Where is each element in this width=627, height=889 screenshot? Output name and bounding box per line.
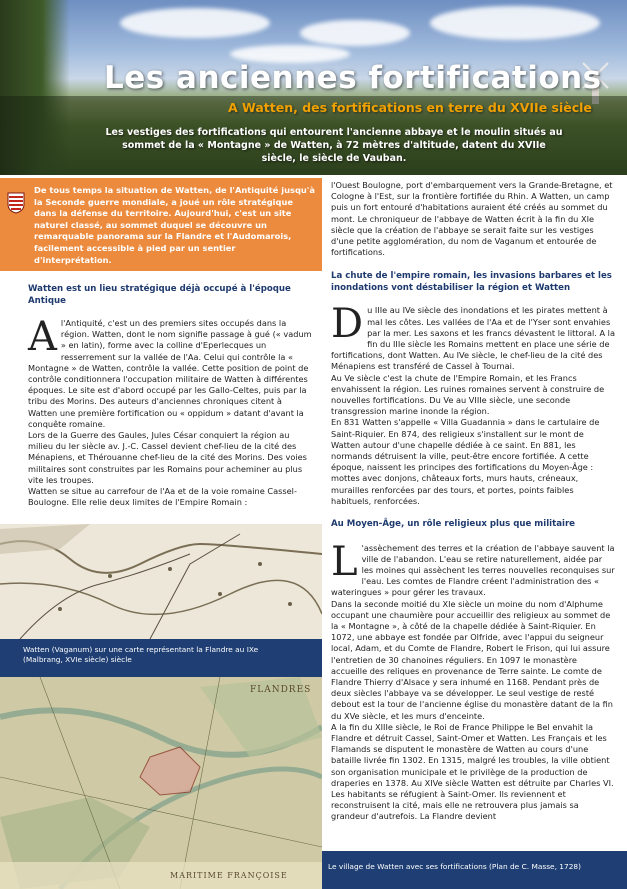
paragraph: Watten se situe au carrefour de l'Aa et de la voie romaine Cassel-Boulogne. Elle relie deux limites de l'Empire Romain : <box>28 486 297 508</box>
paragraph-text: u IIIe au IVe siècle des inondations et les pirates mettent à mal les côtes. Les vallées de l'Aa et de l'Yser sont envahies par la mer. Les saxons et les francs dévastent le littoral. A la fin du IIIe siècle les Romains mettent en place une série de fortifications, dont Watten. Au IVe siècle, le chef-lieu de la cité des Ménapiens est transféré de Cassel à Tournai. <box>331 305 615 372</box>
page-title: Les anciennes fortifications <box>104 60 602 96</box>
paragraph: l'Ouest Boulogne, port d'embarquement vers la Grande-Bretagne, et Cologne à l'Est, sur la frontière fortifiée du Rhin. A Watten, un camp puis un fort entouré d'habitations auraient été créés au sommet du mont. Le chroniqueur de l'abbaye de Watten écrit à la fin du XIe siècle que la création de l'abbaye se serait faite sur les vestiges d'une petite agglomération, du nom de Vaganum et entourée de fortifications. <box>331 180 613 258</box>
plan-caption: Le village de Watten avec ses fortifications (Plan de C. Masse, 1728) <box>328 862 581 871</box>
paragraph-text: l'Antiquité, c'est un des premiers sites occupés dans la région. Watten, dont le nom signifie passage à gué (« vadum » en latin), forme avec la colline d'Eperlecques un resserrement sur la vallée de l'Aa. Celui qui contrôle la « Montagne » de Watten, contrôle la vallée. Cette position de point de contrôle conditionnera l'occupation militaire de Watten à différentes époques. Le site est d'abord occupé par les Gallo-Celtes, puis par la tribu des Morins. Des auteurs d'anciennes chroniques citent à Watten une première fortification ou « oppidum » datant d'avant la conquête romaine. <box>28 318 312 429</box>
historic-map-flandre <box>0 524 322 639</box>
paragraph <box>28 314 312 430</box>
map-label-flandres: FLANDRES <box>250 685 312 695</box>
historic-plan-watten <box>0 677 322 889</box>
intro-box <box>0 178 322 271</box>
cloud <box>430 6 600 40</box>
paragraph: En 831 Watten s'appelle « Villa Guadannia » dans le cartulaire de Saint-Riquier. En 874, des religieux s'installent sur le mont de Watten autour d'une chapelle dédiée à ce saint. En 881, les normands détruisent la ville, peut-être encore fortifiée. A cette époque, naissent les principes des fortifications du Moyen-Âge : mottes avec donjons, châteaux forts, murs hauts, créneaux, murailles renforcées par des tours, et portes, points faibles habituels, renforcées. <box>331 417 600 506</box>
paragraph: Dans la seconde moitié du XIe siècle un moine du nom d'Alphume occupant une chaumière pour accueillir des religieux au sommet de la « Montagne », à côté de la chapelle dédiée à Saint-Riquier. En 1072, une abbaye est fondée par Olfride, avec l'appui du seigneur local, Adam, et du Comte de Flandre, Robert le Frison, qui lui assure l'entretien de 30 chanoines réguliers. En 1097 le monastère accueille des reliques en provenance de Terre sainte. Le comte de Flandre Thierry d'Alsace y sera inhumé en 1168. Pendant près de deux siècles l'abbaye va se développer. Le seul vestige de resté debout est la tour de l'ancienne église du monastère datant de la fin du XVe siècle, et les murs d'enceinte. <box>331 598 613 721</box>
section-heading-antiquity: Watten est un lieu stratégique déjà occupé à l'époque Antique <box>28 284 291 306</box>
page-subtitle: A Watten, des fortifications en terre du XVIIe siècle <box>228 100 592 115</box>
paragraph: A la fin du XIIIe siècle, le Roi de France Philippe le Bel envahit la Flandre et détruit Cassel, Saint-Omer et Watten. Les Français et les Flamands se disputent le monastère de Watten au cours d'une bataille livrée fin 1302. En 1315, malgré les troubles, la ville obtient son organisation municipale et le privilège de la production de draperies en 1378. Au XIVe siècle Watten est détruite par Charles VI. Les habitants se réfugient à Saint-Omer. Ils reviennent et reconstruisent la cité, mais elle ne retrouvera plus jamais sa grandeur d'autrefois. La Flandre devient <box>331 721 614 822</box>
paragraph <box>331 538 615 599</box>
plan-drawing <box>0 677 322 889</box>
dropcap: D <box>331 301 364 348</box>
cloud <box>300 20 410 46</box>
paragraph-text: 'assèchement des terres et la création de l'abbaye sauvent la ville de l'abandon. L'eau se retire naturellement, aidée par les moines qui assèchent les terres nouvelles reconquises sur l'eau. Les comtes de Flandre créent l'administration des « wateringues » pour gérer les travaux. <box>331 542 615 598</box>
dropcap: A <box>28 314 57 360</box>
intro-text: De tous temps la situation de Watten, de l'Antiquité jusqu'à la Seconde guerre mondiale, a joué un rôle stratégique dans la défense du territoire. Aujourd'hui, c'est un site naturel classé, au sommet duquel se découvre un remarquable panorama sur la Flandre et l'Audomarois, facilement accessible à pied par un sentier d'interprétation. <box>34 185 315 265</box>
section-heading-middle-ages: Au Moyen-Âge, un rôle religieux plus que militaire <box>331 519 576 530</box>
right-column <box>331 180 615 823</box>
coat-of-arms-icon <box>7 192 25 214</box>
paragraph: Au Ve siècle c'est la chute de l'Empire Romain, et les Francs envahissent la région. Les ruines romaines servent à construire de nouvelles fortifications. Du Ve au VIIIe siècle, une seconde transgression marine inonde la région. <box>331 372 605 417</box>
section-heading-roman-fall: La chute de l'empire romain, les invasions barbares et les inondations vont déstabiliser la région et Watten <box>331 271 612 293</box>
map-drawing <box>0 524 322 639</box>
left-column <box>28 314 312 508</box>
map-caption: Watten (Vaganum) sur une carte représentant la Flandre au IXe (Malbrang, XVIe siècle) siècle <box>23 645 259 664</box>
dropcap: L <box>331 538 358 585</box>
cloud <box>120 8 270 38</box>
lead-text: Les vestiges des fortifications qui entourent l'ancienne abbaye et le moulin situés au sommet de la « Montagne » de Watten, à 72 mètres d'altitude, datent du XVIIe siècle, le siècle de Vauban. <box>105 127 563 164</box>
map-label-maritime: MARITIME FRANÇOISE <box>170 871 288 880</box>
paragraph <box>331 301 615 372</box>
paragraph: Lors de la Guerre des Gaules, Jules César conquiert la région au milieu du Ier siècle av. J.-C. Cassel devient chef-lieu de la cité des Ménapiens, et Thérouanne chef-lieu de la cité des Morins. Des voies militaires sont construites par les Romains pour acheminer au plus vite les troupes. <box>28 430 307 485</box>
hero-banner <box>0 0 627 175</box>
